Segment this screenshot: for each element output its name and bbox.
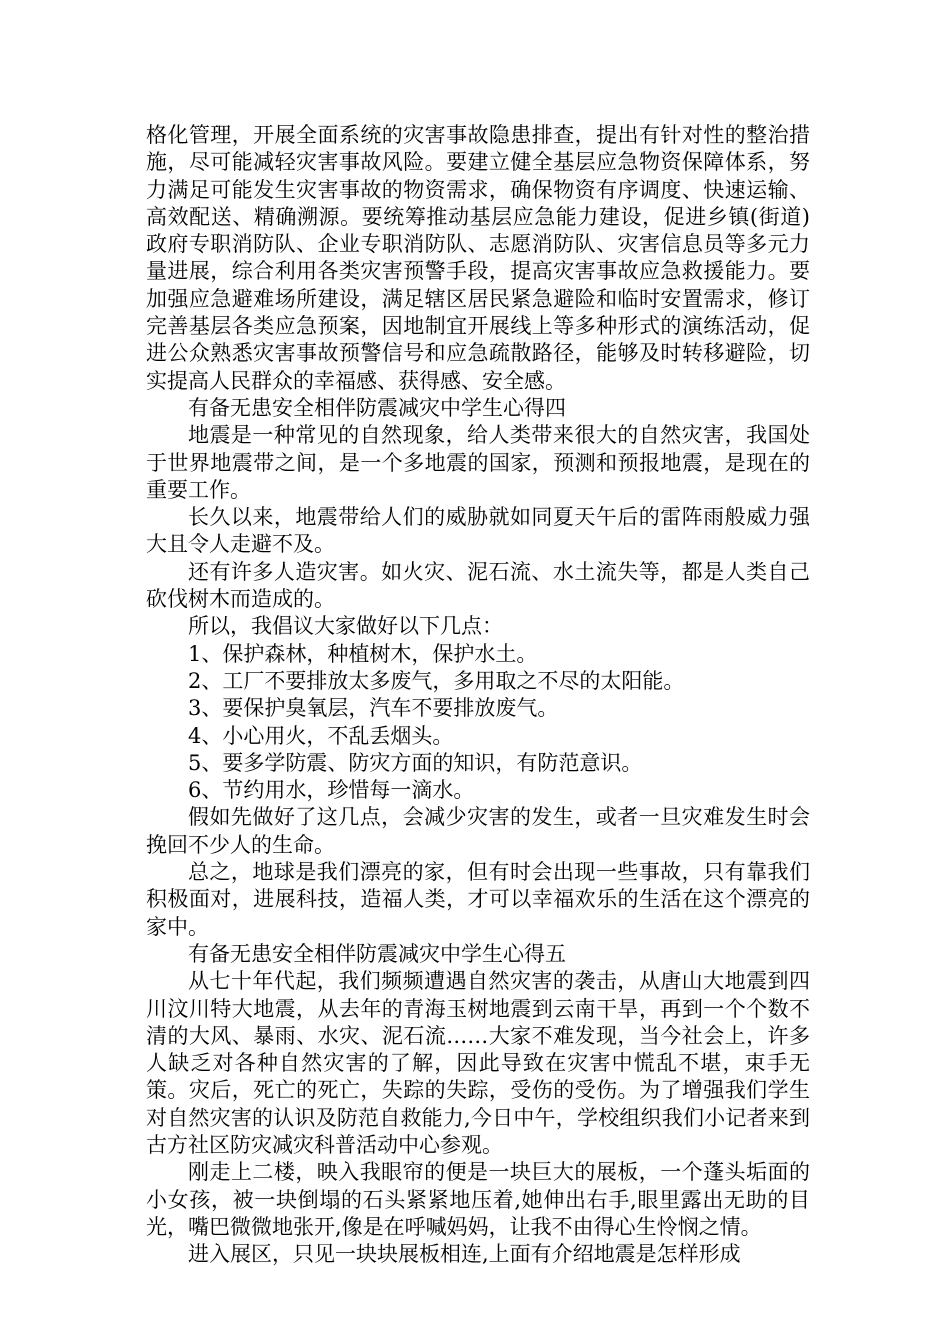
paragraph: 总之，地球是我们漂亮的家，但有时会出现一些事故，只有靠我们积极面对，进展科技，造福人类，才可以幸福欢乐的生活在这个漂亮的家中。: [146, 860, 810, 939]
paragraph: 假如先做好了这几点，会减少灾害的发生，或者一旦灾难发生时会挽回不少人的生命。: [146, 805, 810, 857]
document-page: [146, 122, 810, 1268]
paragraph: 进入展区，只见一块块展板相连,上面有介绍地震是怎样形成: [188, 1242, 741, 1267]
list-item: 3、要保护臭氧层，汽车不要排放废气。: [188, 696, 559, 721]
paragraph-continuation: 格化管理，开展全面系统的灾害事故隐患排查，提出有针对性的整治措施，尽可能减轻灾害事故风险。要建立健全基层应急物资保障体系，努力满足可能发生灾害事故的物资需求，确保物资有序调度、快速运输、高效配送、精确溯源。要统筹推动基层应急能力建设，促进乡镇(街道)政府专职消防队、企业专职消防队、志愿消防队、灾害信息员等多元力量进展，综合利用各类灾害预警手段，提高灾害事故应急救援能力。要加强应急避难场所建设，满足辖区居民紧急避险和临时安置需求，修订完善基层各类应急预案，因地制宜开展线上等多种形式的演练活动，促进公众熟悉灾害事故预警信号和应急疏散路径，能够及时转移避险，切实提高人民群众的幸福感、获得感、安全感。: [146, 123, 810, 393]
section-heading-5: 有备无患安全相伴防震减灾中学生心得五: [188, 941, 566, 966]
paragraph: 还有许多人造灾害。如火灾、泥石流、水土流失等，都是人类自己砍伐树木而造成的。: [146, 559, 810, 612]
list-item: 5、要多学防震、防灾方面的知识，有防范意识。: [188, 750, 643, 775]
paragraph: 所以，我倡议大家做好以下几点：: [188, 614, 503, 639]
paragraph: 刚走上二楼，映入我眼帘的便是一块巨大的展板，一个蓬头垢面的小女孩，被一块倒塌的石头紧紧地压着,她伸出右手,眼里露出无助的目光，嘴巴微微地张开,像是在呼喊妈妈，让我不由得心生怜悯之情。: [146, 1160, 810, 1239]
paragraph: 从七十年代起，我们频频遭遇自然灾害的袭击，从唐山大地震到四川汶川特大地震，从去年的青海玉树地震到云南干旱，再到一个个数不清的大风、暴雨、水灾、泥石流……大家不难发现，当今社会上，许多人缺乏对各种自然灾害的了解，因此导致在灾害中慌乱不堪，束手无策。灾后，死亡的死亡，失踪的失踪，受伤的受伤。为了增强我们学生对自然灾害的认识及防范自救能力,今日中午，学校组织我们小记者来到古方社区防灾减灾科普活动中心参观。: [146, 969, 810, 1157]
list-item: 6、节约用水，珍惜每一滴水。: [188, 778, 475, 803]
list-item: 4、小心用火，不乱丢烟头。: [188, 723, 454, 748]
paragraph: 长久以来，地震带给人们的威胁就如同夏天午后的雷阵雨般威力强大且令人走避不及。: [146, 505, 810, 557]
list-item: 2、工厂不要排放太多废气，多用取之不尽的太阳能。: [188, 668, 685, 693]
paragraph: 地震是一种常见的自然现象，给人类带来很大的自然灾害，我国处于世界地震带之间，是一个多地震的国家，预测和预报地震，是现在的重要工作。: [146, 423, 810, 502]
list-item: 1、保护森林，种植树木，保护水土。: [188, 641, 538, 666]
section-heading-4: 有备无患安全相伴防震减灾中学生心得四: [188, 395, 566, 420]
